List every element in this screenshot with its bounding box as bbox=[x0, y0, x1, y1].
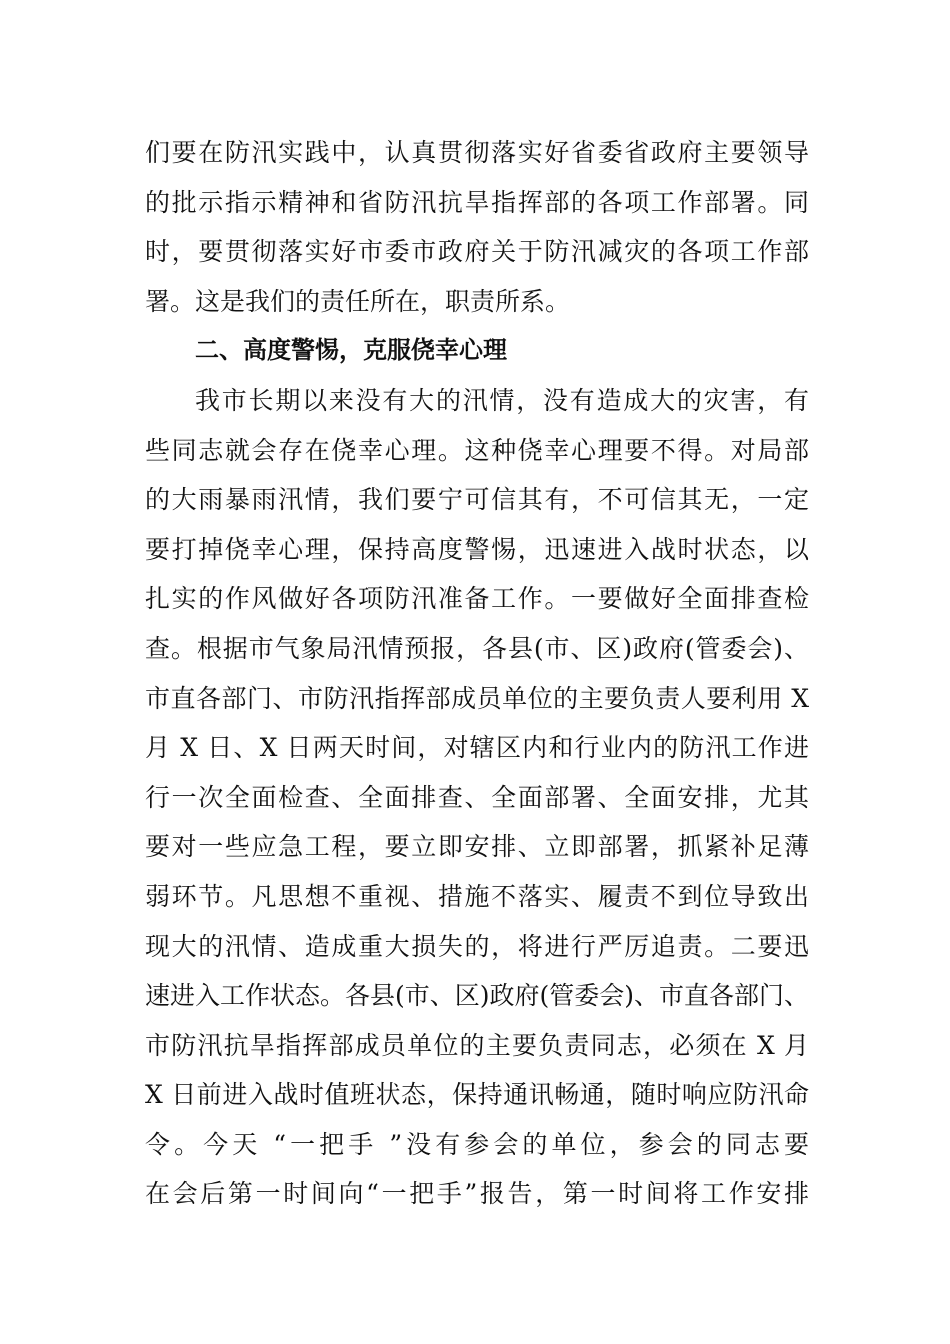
text-line: 令。今天 “一把手 ”没有参会的单位，参会的同志要 bbox=[145, 1129, 809, 1159]
text-line: 们要在防汛实践中，认真贯彻落实好省委省政府主要领导 bbox=[145, 138, 809, 167]
text-line: X 日前进入战时值班状态，保持通讯畅通，随时响应防汛命 bbox=[145, 1080, 809, 1110]
text-line: 些同志就会存在侥幸心理。这种侥幸心理要不得。对局部 bbox=[145, 435, 809, 465]
text-line: 月 X 日、X 日两天时间，对辖区内和行业内的防汛工作进 bbox=[145, 733, 809, 763]
text-line: 现大的汛情、造成重大损失的，将进行严厉追责。二要迅 bbox=[145, 931, 809, 961]
text-line: 行一次全面检查、全面排查、全面部署、全面安排，尤其 bbox=[145, 782, 809, 812]
text-line: 查。根据市气象局汛情预报，各县(市、区)政府(管委会)、 bbox=[145, 633, 809, 663]
document-body bbox=[145, 128, 809, 1219]
text-line: 时，要贯彻落实好市委市政府关于防汛减灾的各项工作部 bbox=[145, 237, 809, 267]
text-line: 市防汛抗旱指挥部成员单位的主要负责同志，必须在 X 月 bbox=[145, 1030, 809, 1060]
text-line: 我市长期以来没有大的汛情，没有造成大的灾害，有 bbox=[195, 385, 809, 415]
paragraph-continuation bbox=[145, 128, 809, 326]
text-line: 的批示指示精神和省防汛抗旱指挥部的各项工作部署。同 bbox=[145, 187, 809, 217]
text-line: 要对一些应急工程，要立即安排、立即部署，抓紧补足薄 bbox=[145, 832, 809, 862]
text-line: 在会后第一时间向“一把手”报告，第一时间将工作安排 bbox=[145, 1179, 809, 1209]
text-line: 扎实的作风做好各项防汛准备工作。一要做好全面排查检 bbox=[145, 584, 809, 614]
text-line: 的大雨暴雨汛情，我们要宁可信其有，不可信其无，一定 bbox=[145, 485, 809, 515]
text-line: 署。这是我们的责任所在，职责所系。 bbox=[145, 286, 571, 316]
section-heading: 二、高度警惕，克服侥幸心理 bbox=[195, 336, 507, 365]
text-line: 市直各部门、市防汛指挥部成员单位的主要负责人要利用 X bbox=[145, 683, 809, 713]
paragraph-body bbox=[145, 376, 809, 1219]
text-line: 速进入工作状态。各县(市、区)政府(管委会)、市直各部门、 bbox=[145, 981, 809, 1011]
text-line: 要打掉侥幸心理，保持高度警惕，迅速进入战时状态，以 bbox=[145, 534, 809, 564]
text-line: 弱环节。凡思想不重视、措施不落实、履责不到位导致出 bbox=[145, 881, 809, 911]
